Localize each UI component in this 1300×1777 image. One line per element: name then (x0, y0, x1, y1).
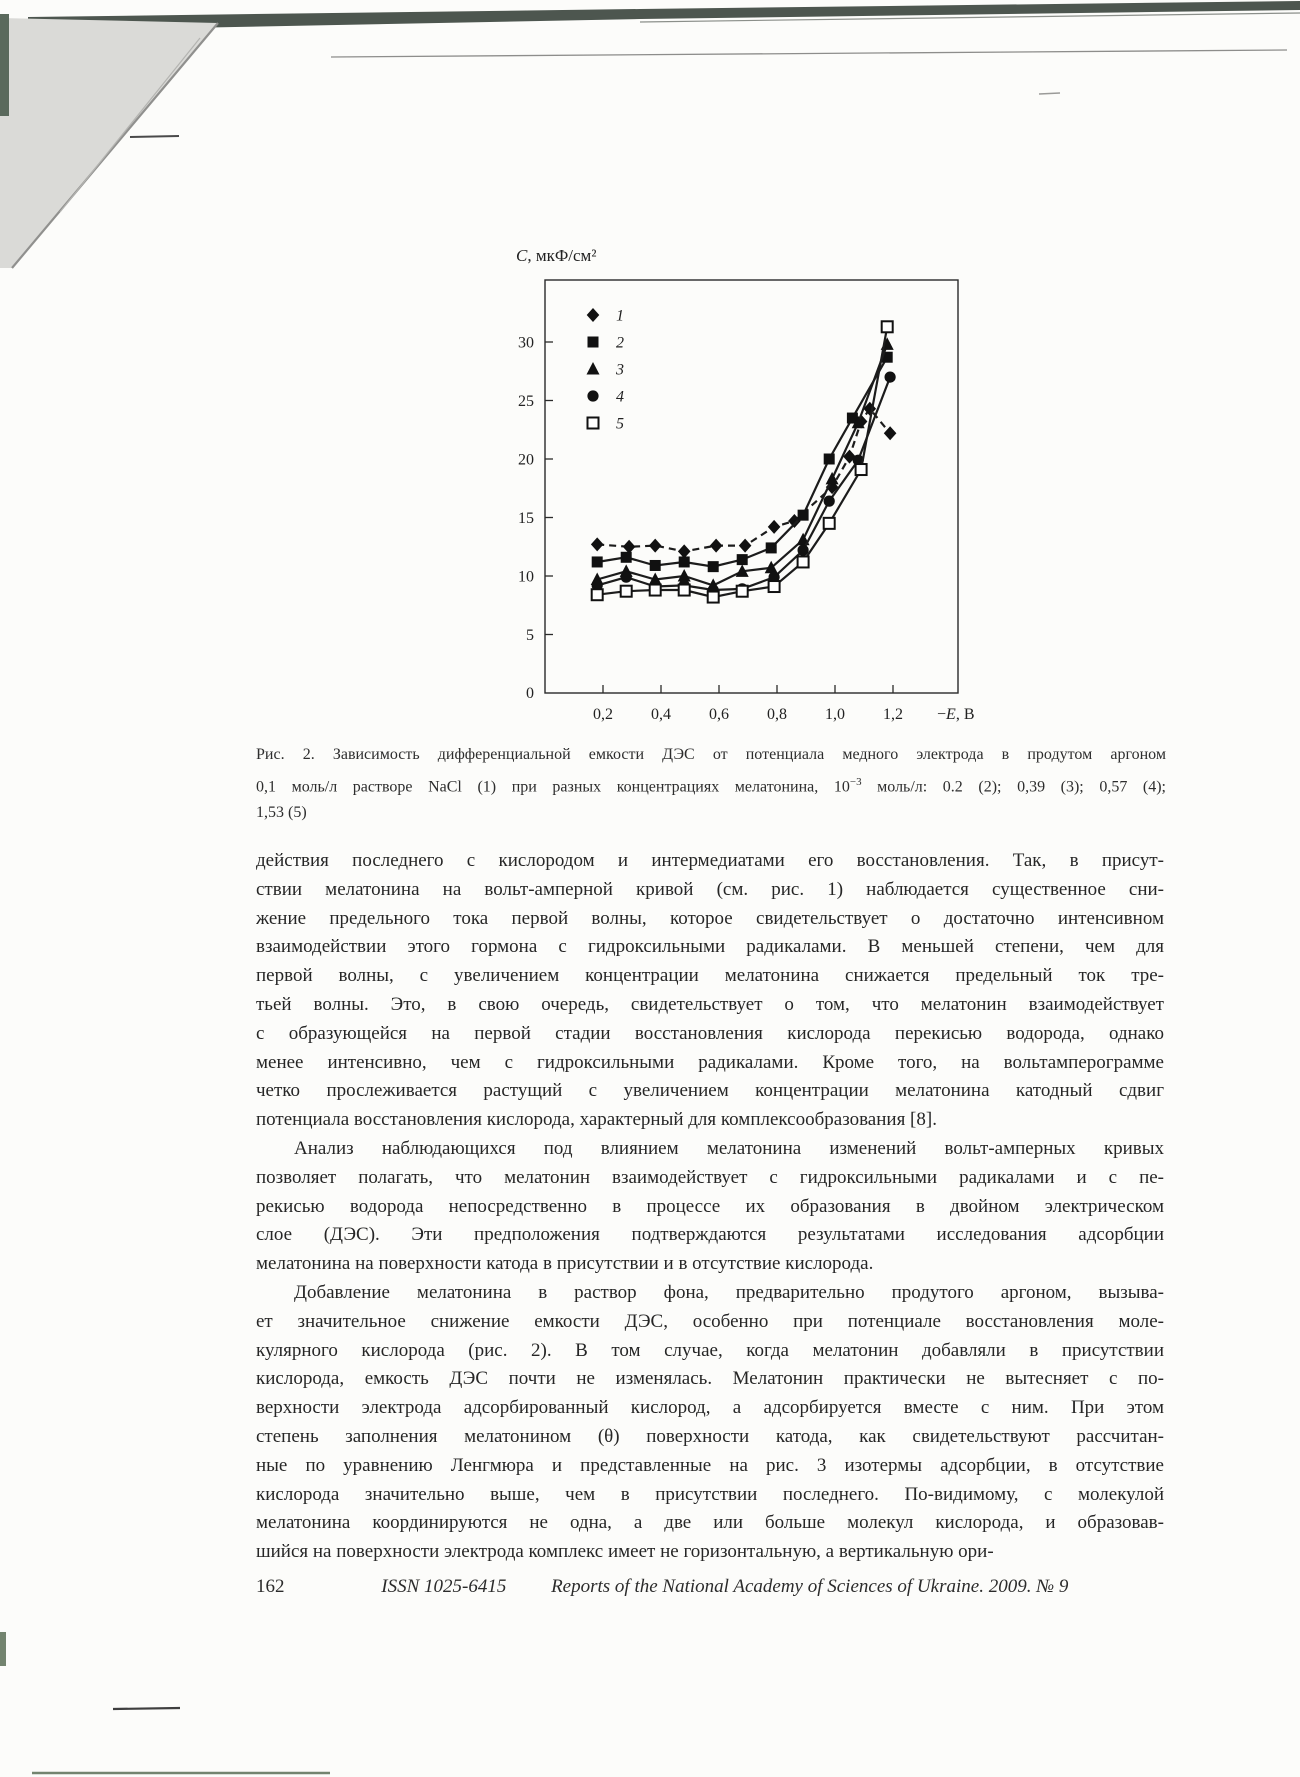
body-line: кислорода значительно выше, чем в присутствии последнего. По-видимому, с молекулой (256, 1483, 1164, 1505)
body-text (256, 847, 1164, 1567)
open-square-marker (824, 518, 835, 529)
x-tick-label: 0,8 (767, 706, 787, 723)
left-edge-green-tick (0, 1632, 6, 1666)
open-square-marker (798, 556, 809, 567)
corner-fold-edge (12, 23, 218, 268)
body-line: четко прослеживается растущий с увеличением концентрации мелатонина катодный сдвиг (256, 1080, 1164, 1102)
caption-line: Рис. 2. Зависимость дифференциальной емкости ДЭС от потенциала медного электрода в продутом аргоном (256, 746, 1166, 763)
figure-caption (256, 742, 1166, 827)
circle-marker (798, 545, 809, 556)
triangle-marker (678, 569, 691, 582)
footer-journal: Reports of the National Academy of Sciences of Ukraine. 2009. № 9 (551, 1576, 1069, 1597)
body-line: мелатонина на поверхности катода в присутствии и в отсутствие кислорода. (256, 1253, 874, 1275)
chart-figure (430, 215, 1000, 745)
legend-label: 4 (616, 388, 624, 406)
y-tick-label: 20 (518, 451, 534, 469)
body-line: первой волны, с увеличением концентрации мелатонина снижается предельный ток тре- (256, 965, 1164, 987)
body-line: ствии мелатонина на вольт-амперной кривой (см. рис. 1) наблюдается существенное сни- (256, 878, 1164, 900)
body-line: Добавление мелатонина в раствор фона, предварительно продутого аргоном, вызыва- (294, 1281, 1164, 1303)
caption-line: 1,53 (5) (256, 804, 307, 822)
diamond-marker (649, 539, 662, 553)
x-tick-label: 0,4 (651, 706, 671, 723)
corner-fold-inner-line (60, 38, 200, 212)
x-tick-label: 0,6 (709, 706, 729, 723)
square-marker (588, 337, 599, 348)
page-number: 162 (256, 1576, 285, 1597)
left-edge-strip (0, 14, 9, 116)
top-rule (331, 50, 1287, 57)
open-square-marker (650, 585, 661, 596)
page-footer (256, 1576, 1164, 1598)
diamond-marker (678, 544, 691, 558)
diamond-marker (623, 540, 636, 554)
legend-label: 3 (616, 361, 624, 379)
scanner-edge-thin-line (640, 13, 1300, 22)
square-marker (621, 552, 632, 563)
square-marker (737, 554, 748, 565)
body-line: с образующейся на первой стадии восстановления кислорода перекисью водорода, однако (256, 1022, 1164, 1044)
square-marker (824, 454, 835, 465)
body-line: ные по уравнению Ленгмюра и представленные на рис. 3 изотермы адсорбции, в отсутствие (256, 1454, 1164, 1476)
open-square-marker (769, 581, 780, 592)
legend-label: 1 (616, 307, 624, 325)
y-tick-label: 10 (518, 568, 534, 586)
body-line: Анализ наблюдающихся под влиянием мелатонина изменений вольт-амперных кривых (294, 1137, 1164, 1159)
y-tick-label: 5 (526, 627, 534, 644)
caption-line: 0,1 моль/л растворе NaCl (1) при разных концентрациях мелатонина, $10^{-3}$ моль/л: 0.2 (2); 0,39 (3); 0,57 (4); (256, 775, 1166, 795)
open-square-marker (592, 589, 603, 600)
body-line: тьей волны. Это, в свою очередь, свидетельствует о том, что мелатонин взаимодействует (256, 993, 1164, 1015)
circle-marker (621, 572, 632, 583)
body-line: кислорода, емкость ДЭС почти не изменялась. Мелатонин практически не вытесняет с по- (256, 1368, 1164, 1390)
circle-marker (885, 372, 896, 383)
diamond-marker (884, 426, 897, 440)
square-marker (592, 556, 603, 567)
origin-label: 0 (526, 685, 534, 702)
body-line: взаимодействии этого гормона с гидроксильными радикалами. В меньшей степени, чем для (256, 936, 1164, 958)
legend-label: 2 (616, 334, 624, 352)
body-line: мелатонина координируются не одна, а две или больше молекул кислорода, и образовав- (256, 1512, 1164, 1534)
footer-issn: ISSN 1025-6415 (381, 1576, 507, 1597)
open-square-marker (737, 586, 748, 597)
body-line: менее интенсивно, чем с гидроксильными радикалами. Кроме того, на вольтамперограмме (256, 1051, 1164, 1073)
y-tick-label: 25 (518, 393, 534, 410)
scanner-edge-band (28, 1, 1300, 31)
legend-label: 5 (616, 415, 624, 433)
diamond-marker (710, 539, 723, 553)
y-tick-label: 30 (518, 334, 534, 352)
square-marker (798, 510, 809, 521)
body-line: ет значительное снижение емкости ДЭС, особенно при потенциале восстановления моле- (256, 1310, 1164, 1332)
y-tick-label: 15 (518, 510, 534, 527)
body-line: рекисью водорода непосредственно в процессе их образования в двойном электрическом (256, 1195, 1164, 1217)
x-axis-label: −E, В (937, 706, 975, 723)
x-tick-label: 1,0 (825, 706, 845, 723)
diamond-marker (739, 539, 752, 553)
plot-frame (545, 280, 958, 693)
body-line: степень заполнения мелатонином (θ) поверхности катода, как свидетельствуют рассчитан- (256, 1425, 1164, 1447)
x-tick-label: 0,2 (593, 706, 613, 723)
open-square-marker (679, 585, 690, 596)
square-marker (708, 561, 719, 572)
body-line: верхности электрода адсорбированный кислород, а адсорбируется вместе с ним. При этом (256, 1397, 1164, 1419)
open-square-marker (882, 321, 893, 332)
body-line: кулярного кислорода (рис. 2). В том случае, когда мелатонин добавляли в присутствии (256, 1339, 1164, 1361)
left-margin-dash (130, 136, 179, 137)
diamond-marker (591, 537, 604, 551)
circle-marker (824, 496, 835, 507)
body-line: жение предельного тока первой волны, которое свидетельствует о достаточно интенсивном (256, 907, 1164, 929)
diamond-marker (587, 308, 600, 322)
square-marker (766, 542, 777, 553)
series-line-2 (597, 357, 887, 566)
square-marker (650, 560, 661, 571)
triangle-marker (587, 362, 600, 375)
right-margin-dash (1039, 93, 1060, 94)
body-line: действия последнего с кислородом и интермедиатами его восстановления. Так, в присут- (256, 850, 1164, 871)
square-marker (679, 556, 690, 567)
open-square-marker (588, 418, 599, 429)
y-axis-label: C, мкФ/см² (516, 246, 597, 265)
body-line: шийся на поверхности электрода комплекс имеет не горизонтальную, а вертикальную ори- (256, 1541, 994, 1563)
body-line: потенциала восстановления кислорода, характерный для комплексообразования [8]. (256, 1109, 937, 1131)
x-tick-label: 1,2 (883, 706, 903, 723)
diamond-marker (768, 520, 781, 534)
page-corner-fold (0, 18, 218, 268)
body-line: слое (ДЭС). Эти предположения подтверждаются результатами исследования адсорбции (256, 1224, 1164, 1246)
circle-marker (587, 390, 598, 401)
open-square-marker (856, 464, 867, 475)
body-line: позволяет полагать, что мелатонин взаимодействует с гидроксильными радикалами и с пе- (256, 1166, 1164, 1188)
open-square-marker (621, 586, 632, 597)
bottom-left-dash (113, 1708, 180, 1709)
open-square-marker (708, 592, 719, 603)
